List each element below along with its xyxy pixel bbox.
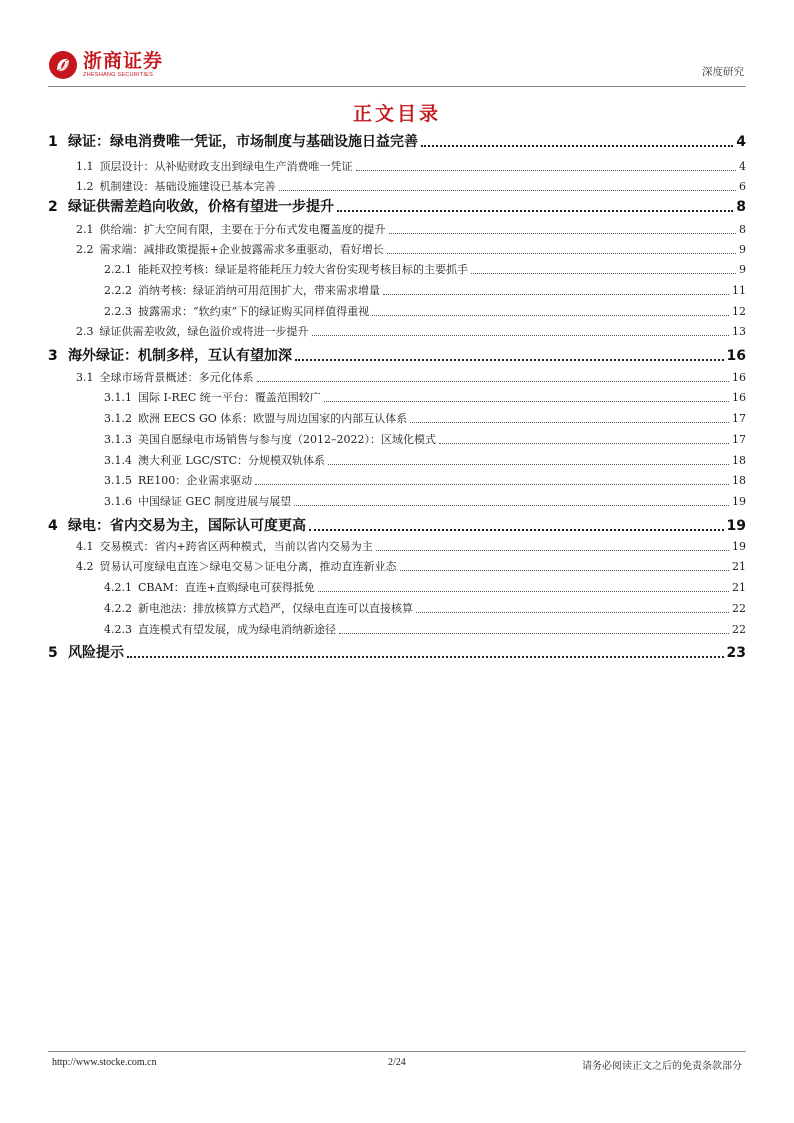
- toc-entry-number: 3.1.4: [104, 454, 132, 467]
- toc-entry-3-1-4[interactable]: [104, 453, 746, 469]
- toc-dot-leader: [339, 633, 729, 634]
- toc-entry-2-2-1[interactable]: [104, 262, 746, 278]
- toc-entry-page: 19: [732, 495, 746, 508]
- toc-dot-leader: [439, 443, 729, 444]
- toc-entry-3[interactable]: [48, 346, 746, 366]
- toc-entry-3-1-1[interactable]: [104, 390, 746, 406]
- footer-disclaimer-note: 请务必阅读正文之后的免责条款部分: [582, 1061, 742, 1072]
- toc-entry-4-2[interactable]: [76, 559, 746, 575]
- toc-dot-leader: [400, 570, 730, 571]
- toc-entry-title: 能耗双控考核：绿证是将能耗压力较大省份实现考核目标的主要抓手: [138, 263, 468, 276]
- toc-entry-page: 16: [726, 348, 746, 364]
- toc-entry-number: 2.2: [76, 243, 94, 256]
- toc-entry-page: 9: [739, 263, 746, 276]
- toc-entry-4-2-1[interactable]: [104, 580, 746, 596]
- toc-entry-3-1-2[interactable]: [104, 411, 746, 427]
- toc-entry-2[interactable]: [48, 197, 746, 217]
- toc-entry-title: 绿证：绿电消费唯一凭证，市场制度与基础设施日益完善: [68, 134, 418, 150]
- toc-entry-number: 2.2.3: [104, 305, 132, 318]
- toc-entry-page: 6: [739, 180, 746, 193]
- toc-entry-page: 8: [736, 199, 746, 215]
- toc-entry-number: 3.1.3: [104, 433, 132, 446]
- toc-entry-5[interactable]: [48, 643, 746, 663]
- toc-entry-number: 3.1.1: [104, 391, 132, 404]
- toc-dot-leader: [376, 550, 729, 551]
- toc-entry-number: 2.3: [76, 325, 94, 338]
- toc-dot-leader: [356, 170, 737, 171]
- toc-entry-2-2-3[interactable]: [104, 304, 746, 320]
- toc-entry-page: 18: [732, 474, 746, 487]
- toc-dot-leader: [127, 656, 724, 658]
- toc-entry-title: 全球市场背景概述：多元化体系: [99, 371, 254, 384]
- toc-dot-leader: [294, 505, 729, 506]
- toc-entry-number: 3: [48, 348, 58, 364]
- toc-dot-leader: [416, 612, 729, 613]
- toc-entry-title: 新电池法：排放核算方式趋严，仅绿电直连可以直接核算: [138, 602, 413, 615]
- toc-entry-title: 美国自愿绿电市场销售与参与度（2012–2022）：区域化模式: [138, 433, 436, 446]
- toc-dot-leader: [337, 210, 733, 212]
- toc-entry-page: 17: [732, 433, 746, 446]
- toc-entry-number: 4: [48, 518, 58, 534]
- toc-entry-number: 2: [48, 199, 58, 215]
- toc-entry-2-1[interactable]: [76, 222, 746, 238]
- toc-entry-number: 2.1: [76, 223, 94, 236]
- toc-entry-1[interactable]: [48, 132, 746, 152]
- footer-divider: [48, 1051, 746, 1052]
- toc-entry-4[interactable]: [48, 516, 746, 536]
- toc-entry-number: 3.1.6: [104, 495, 132, 508]
- toc-entry-number: 4.1: [76, 540, 94, 553]
- toc-entry-title: 绿证供需差趋向收敛，价格有望进一步提升: [68, 199, 334, 215]
- toc-entry-title: RE100：企业需求驱动: [138, 474, 253, 487]
- toc-entry-number: 3.1: [76, 371, 94, 384]
- toc-entry-page: 4: [739, 160, 746, 173]
- toc-entry-title: 国际 I-REC 统一平台：覆盖范围较广: [138, 391, 321, 404]
- toc-entry-title: 直连模式有望发展，成为绿电消纳新途径: [138, 623, 336, 636]
- logo-chinese-name: 浙商证券: [83, 50, 164, 72]
- toc-entry-page: 21: [732, 581, 746, 594]
- toc-entry-page: 22: [732, 623, 746, 636]
- toc-entry-number: 4.2: [76, 560, 94, 573]
- toc-entry-page: 4: [736, 134, 746, 150]
- toc-entry-title: 中国绿证 GEC 制度进展与展望: [138, 495, 292, 508]
- toc-entry-title: 披露需求：“软约束”下的绿证购买同样值得重视: [138, 305, 370, 318]
- toc-entry-title: 绿电：省内交易为主，国际认可度更高: [68, 518, 306, 534]
- toc-dot-leader: [389, 233, 737, 234]
- toc-entry-number: 1: [48, 134, 58, 150]
- toc-entry-number: 1.1: [76, 160, 94, 173]
- toc-entry-number: 3.1.5: [104, 474, 132, 487]
- toc-dot-leader: [387, 253, 736, 254]
- toc-entry-title: 贸易认可度绿电直连＞绿电交易＞证电分离，推动直连新业态: [99, 560, 397, 573]
- toc-dot-leader: [471, 273, 736, 274]
- toc-entry-page: 22: [732, 602, 746, 615]
- toc-entry-1-1[interactable]: [76, 159, 746, 175]
- toc-dot-leader: [328, 464, 729, 465]
- document-type-label: 深度研究: [702, 66, 744, 78]
- toc-dot-leader: [255, 484, 729, 485]
- toc-entry-page: 21: [732, 560, 746, 573]
- toc-entry-title: 需求端：减排政策提振+企业披露需求多重驱动，看好增长: [99, 243, 384, 256]
- toc-entry-title: 风险提示: [68, 645, 124, 661]
- toc-entry-number: 4.2.1: [104, 581, 132, 594]
- toc-entry-page: 16: [732, 391, 746, 404]
- toc-dot-leader: [295, 359, 724, 361]
- toc-entry-page: 12: [732, 305, 746, 318]
- toc-dot-leader: [279, 190, 737, 191]
- toc-dot-leader: [318, 591, 729, 592]
- logo-mark-icon: [48, 50, 78, 80]
- toc-dot-leader: [421, 145, 733, 147]
- toc-dot-leader: [312, 335, 730, 336]
- toc-entry-2-3[interactable]: [76, 324, 746, 340]
- toc-entry-title: 澳大利亚 LGC/STC：分规模双轨体系: [138, 454, 325, 467]
- toc-entry-page: 13: [732, 325, 746, 338]
- toc-dot-leader: [372, 315, 729, 316]
- toc-entry-3-1-6[interactable]: [104, 494, 746, 510]
- toc-entry-number: 2.2.2: [104, 284, 132, 297]
- toc-entry-page: 19: [726, 518, 746, 534]
- page-header: [48, 50, 746, 86]
- toc-entry-page: 18: [732, 454, 746, 467]
- toc-entry-title: 交易模式：省内+跨省区两种模式，当前以省内交易为主: [99, 540, 373, 553]
- toc-entry-2-2[interactable]: [76, 242, 746, 258]
- toc-entry-4-2-3[interactable]: [104, 622, 746, 638]
- toc-entry-page: 23: [726, 645, 746, 661]
- toc-entry-4-1[interactable]: [76, 539, 746, 555]
- toc-entry-3-1-5[interactable]: [104, 473, 746, 489]
- header-divider: [48, 86, 746, 87]
- toc-entry-title: 绿证供需差收敛，绿色溢价或将进一步提升: [99, 325, 309, 338]
- toc-title: 正文目录: [352, 103, 441, 125]
- toc-dot-leader: [257, 381, 730, 382]
- toc-entry-1-2[interactable]: [76, 179, 746, 195]
- toc-entry-number: 4.2.2: [104, 602, 132, 615]
- toc-entry-number: 1.2: [76, 180, 94, 193]
- toc-entry-2-2-2[interactable]: [104, 283, 746, 299]
- toc-entry-page: 19: [732, 540, 746, 553]
- toc-entry-number: 3.1.2: [104, 412, 132, 425]
- toc-dot-leader: [410, 422, 729, 423]
- toc-entry-page: 16: [732, 371, 746, 384]
- company-logo: [48, 50, 163, 80]
- toc-entry-title: 海外绿证：机制多样，互认有望加深: [68, 348, 292, 364]
- toc-entry-page: 11: [732, 284, 746, 297]
- toc-entry-title: 消纳考核：绿证消纳可用范围扩大，带来需求增量: [138, 284, 380, 297]
- toc-entry-title: 供给端：扩大空间有限，主要在于分布式发电覆盖度的提升: [99, 223, 386, 236]
- footer-page-number: 2/24: [388, 1057, 406, 1068]
- toc-entry-title: CBAM：直连+直购绿电可获得抵免: [138, 581, 315, 594]
- toc-entry-page: 17: [732, 412, 746, 425]
- logo-english-name: ZHESHANG SECURITIES: [83, 72, 154, 78]
- toc-entry-number: 4.2.3: [104, 623, 132, 636]
- toc-dot-leader: [309, 529, 724, 531]
- footer-website-link[interactable]: http://www.stocke.com.cn: [52, 1057, 157, 1068]
- toc-entry-4-2-2[interactable]: [104, 601, 746, 617]
- toc-entry-number: 5: [48, 645, 58, 661]
- toc-entry-3-1-3[interactable]: [104, 432, 746, 448]
- toc-entry-number: 2.2.1: [104, 263, 132, 276]
- toc-entry-title: 欧洲 EECS GO 体系：欧盟与周边国家的内部互认体系: [138, 412, 408, 425]
- toc-dot-leader: [324, 401, 729, 402]
- toc-dot-leader: [383, 294, 729, 295]
- toc-entry-3-1[interactable]: [76, 370, 746, 386]
- toc-entry-title: 顶层设计：从补贴财政支出到绿电生产消费唯一凭证: [99, 160, 353, 173]
- toc-entry-page: 9: [739, 243, 746, 256]
- toc-entry-page: 8: [739, 223, 746, 236]
- toc-entry-title: 机制建设：基础设施建设已基本完善: [99, 180, 276, 193]
